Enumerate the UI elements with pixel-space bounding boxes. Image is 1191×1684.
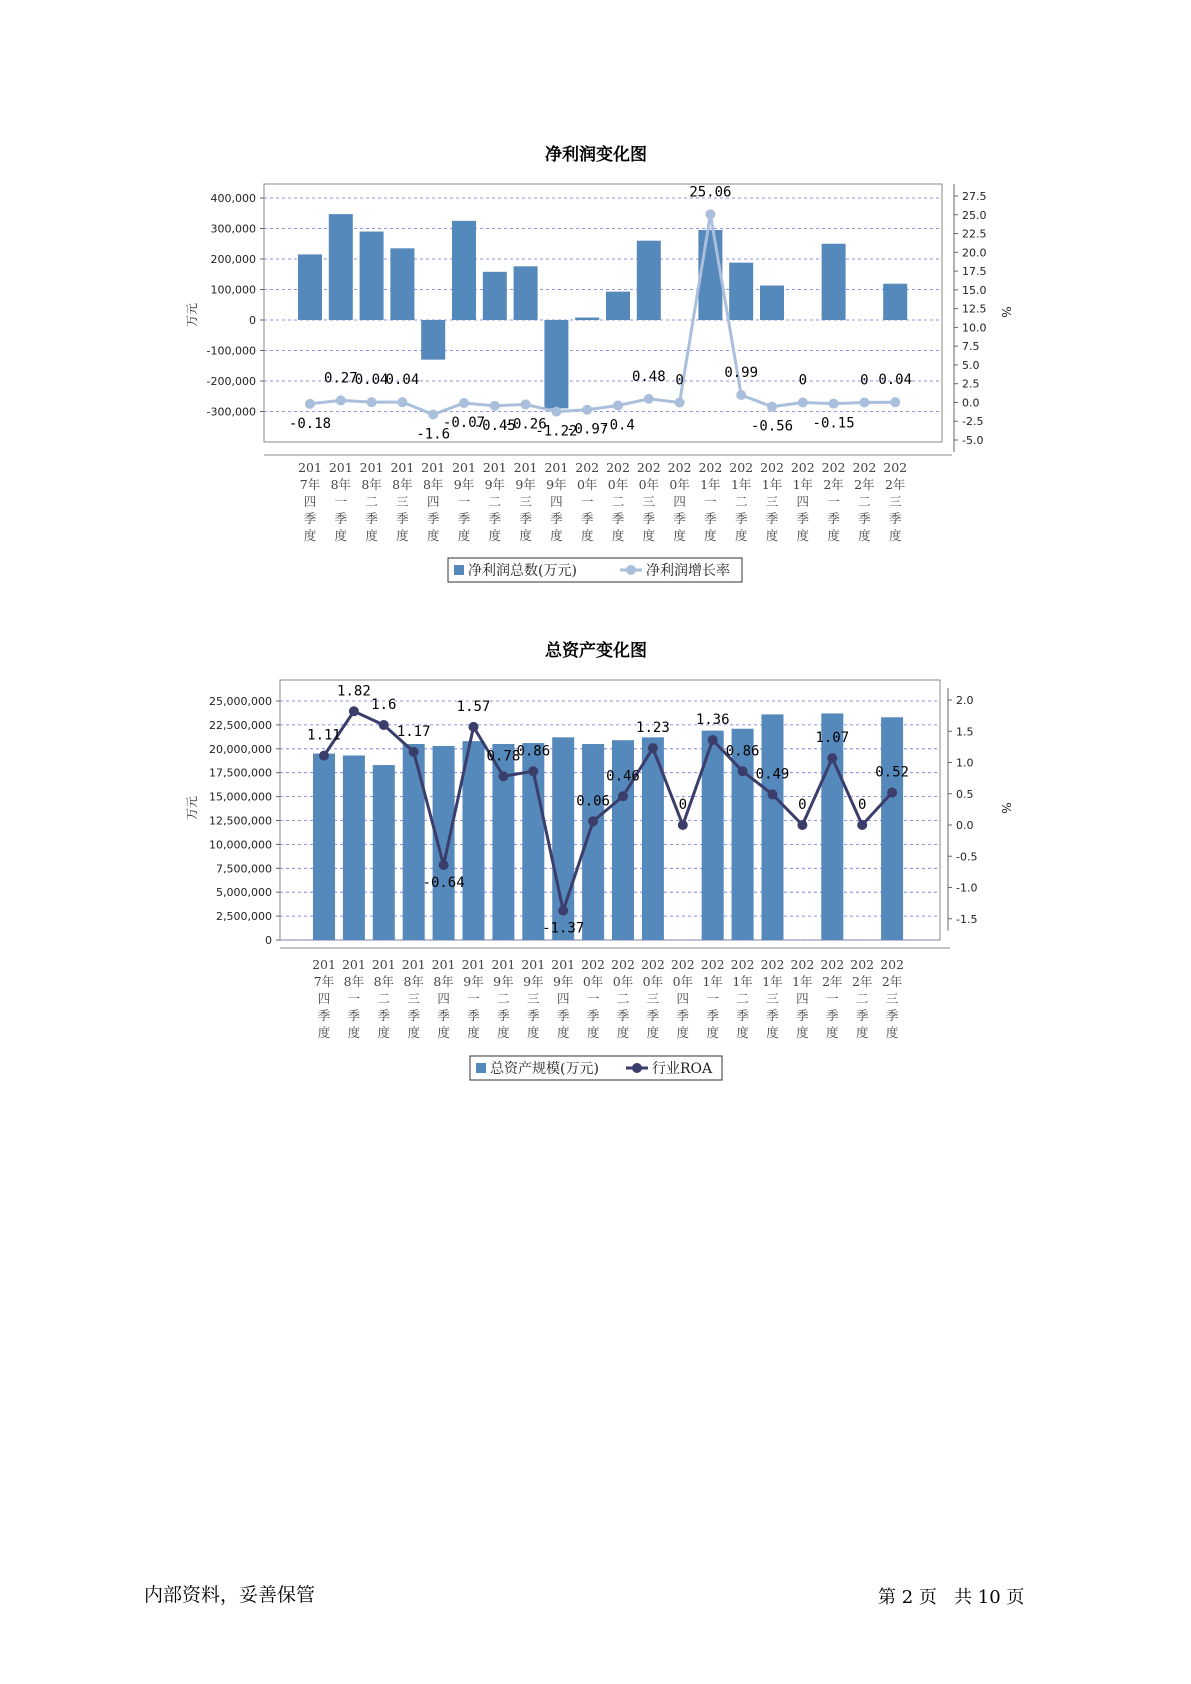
right-axis-tick-label: 22.5	[962, 227, 987, 241]
right-axis-tick-label: 27.5	[962, 190, 987, 203]
line-point	[768, 789, 778, 799]
legend-bar-label: 总资产规模(万元)	[490, 1061, 599, 1077]
bar	[313, 754, 335, 940]
x-tick-label: 202 1年四季度	[790, 957, 815, 1040]
x-tick-label: 202 0年四季度	[670, 957, 695, 1040]
data-label: 1.11	[307, 727, 341, 744]
right-axis-tick-label: 0.5	[956, 787, 974, 801]
line-point	[857, 820, 867, 830]
data-label: 0.86	[516, 743, 551, 760]
x-tick-label: 201 8年三季度	[390, 460, 415, 543]
left-axis-tick-label: 7,500,000	[216, 862, 272, 876]
left-axis-tick-label: -200,000	[206, 375, 256, 388]
data-label: 0	[678, 797, 688, 813]
x-tick-label: 202 2年一季度	[821, 460, 846, 543]
x-tick-label: 202 2年三季度	[883, 460, 908, 543]
chart-title: 总资产变化图	[545, 641, 647, 661]
right-axis-tick-label: 1.5	[956, 725, 974, 739]
right-axis-tick-label: 5.0	[962, 358, 980, 372]
data-label: -0.56	[750, 418, 794, 435]
x-tick-label: 202 1年四季度	[790, 460, 815, 543]
x-tick-label: 201 8年一季度	[341, 957, 366, 1040]
left-axis-tick-label: -100,000	[206, 344, 256, 358]
left-axis-tick-label: 0	[265, 934, 272, 947]
right-axis-tick-label: -1.0	[956, 881, 978, 895]
x-tick-label: 201 9年一季度	[452, 460, 476, 543]
right-axis-label: %	[999, 802, 1013, 814]
footer-page-number: 第 2 页 共 10 页	[878, 1587, 1025, 1608]
left-axis-tick-label: 12,500,000	[209, 814, 272, 828]
line-point	[708, 735, 718, 745]
right-axis-label: %	[999, 306, 1013, 318]
x-tick-label: 202 0年二季度	[606, 460, 630, 543]
line-point	[588, 816, 598, 826]
data-label: -0.26	[504, 416, 547, 433]
data-label: 0	[798, 372, 808, 389]
x-tick-label: 201 9年三季度	[521, 957, 546, 1040]
x-tick-label: 201 7年四季度	[312, 957, 336, 1040]
left-axis-tick-label: 22,500,000	[209, 718, 272, 732]
data-label: -1.22	[535, 423, 578, 440]
right-axis-tick-label: 17.5	[962, 265, 987, 279]
right-axis-tick-label: -5.0	[962, 434, 984, 447]
x-tick-label: 201 9年一季度	[461, 957, 486, 1040]
x-tick-label: 202 0年一季度	[575, 460, 600, 543]
right-axis-tick-label: 0.0	[956, 819, 974, 832]
x-tick-label: 202 2年二季度	[852, 460, 877, 543]
left-axis-tick-label: 400,000	[210, 192, 256, 205]
data-label: -0.07	[442, 414, 486, 431]
x-tick-label: 202 1年一季度	[698, 460, 723, 543]
data-label: 25.06	[689, 184, 732, 201]
left-axis-tick-label: 5,000,000	[216, 886, 272, 900]
data-label: -0.64	[422, 875, 465, 891]
bar	[373, 765, 395, 940]
right-axis-tick-label: 0.0	[962, 396, 980, 410]
x-tick-label: 202 0年二季度	[611, 957, 635, 1040]
data-label: 0.04	[878, 372, 913, 389]
data-label: 1.07	[815, 730, 850, 747]
data-label: -0.97	[566, 421, 609, 438]
x-tick-label: 202 1年二季度	[729, 460, 754, 543]
legend-line-label: 行业ROA	[652, 1061, 713, 1077]
x-tick-label: 202 2年三季度	[880, 957, 905, 1040]
line-point	[469, 722, 479, 732]
x-tick-label: 201 8年三季度	[401, 957, 426, 1040]
x-tick-label: 201 8年四季度	[421, 460, 446, 543]
right-axis-tick-label: 10.0	[962, 321, 987, 335]
data-label: -0.4	[601, 417, 635, 434]
line-point	[738, 766, 748, 776]
x-tick-label: 202 2年二季度	[850, 957, 875, 1040]
bar	[821, 713, 843, 940]
bar	[433, 746, 455, 940]
data-label: 1.6	[371, 697, 397, 713]
legend-bar-swatch	[476, 1063, 486, 1073]
line-point	[349, 706, 359, 716]
data-label: 1.17	[396, 723, 431, 740]
data-label: -1.6	[416, 426, 451, 443]
line-point	[319, 751, 329, 761]
data-label: 1.82	[337, 683, 371, 700]
left-axis-tick-label: 25,000,000	[209, 695, 272, 708]
data-label: 0.78	[486, 748, 521, 765]
right-axis-tick-label: 1.0	[956, 756, 974, 770]
left-axis-label: 万元	[185, 795, 199, 821]
data-label: -0.18	[288, 415, 332, 432]
left-axis-tick-label: 200,000	[210, 253, 256, 266]
bar	[343, 755, 365, 940]
left-axis-tick-label: 300,000	[210, 222, 256, 236]
data-label: 0.86	[725, 743, 760, 760]
line-point	[648, 743, 658, 753]
x-tick-label: 201 9年三季度	[513, 460, 538, 543]
right-axis-tick-label: 12.5	[962, 302, 987, 316]
left-axis-tick-label: 20,000,000	[209, 742, 272, 756]
x-tick-label: 201 8年二季度	[371, 957, 396, 1040]
legend	[470, 1056, 722, 1080]
left-axis-tick-label: 0	[249, 314, 256, 327]
line-point	[498, 771, 508, 781]
data-label: 0.06	[576, 793, 610, 810]
line-point	[797, 820, 807, 830]
legend-bar-label: 净利润总数(万元)	[468, 563, 577, 579]
bar	[762, 714, 784, 940]
right-axis-tick-label: -0.5	[956, 850, 978, 864]
data-label: 0.27	[323, 370, 358, 387]
x-tick-label: 202 1年三季度	[760, 957, 785, 1040]
x-tick-label: 201 9年二季度	[482, 460, 507, 543]
right-axis-tick-label: 20.0	[962, 246, 987, 260]
data-label: 1.57	[456, 698, 491, 715]
data-label: 1.36	[695, 712, 730, 728]
data-label: -0.45	[473, 417, 516, 434]
left-axis-label: 万元	[185, 302, 199, 328]
x-tick-label: 202 2年一季度	[820, 957, 845, 1040]
line-point	[678, 820, 688, 830]
x-tick-label: 201 9年四季度	[544, 460, 569, 543]
x-tick-label: 201 8年一季度	[328, 460, 353, 543]
line-point	[558, 906, 568, 916]
line-point	[409, 747, 419, 757]
data-label: 0.04	[385, 372, 420, 389]
left-axis-tick-label: 17,500,000	[209, 766, 272, 780]
data-label: 0.99	[724, 365, 759, 382]
data-label: 0.46	[606, 768, 640, 785]
x-tick-label: 202 1年一季度	[700, 957, 725, 1040]
data-label: 0	[860, 372, 869, 389]
right-axis-tick-label: -1.5	[956, 912, 978, 926]
left-axis-tick-label: 2,500,000	[216, 910, 272, 924]
data-label: 0.52	[875, 764, 909, 781]
x-tick-label: 201 8年二季度	[359, 460, 384, 543]
data-label: 0.48	[631, 368, 666, 385]
chart-title: 净利润变化图	[545, 145, 647, 165]
data-label: 0	[675, 372, 684, 389]
data-label: 0	[857, 797, 867, 813]
line-point	[379, 720, 389, 730]
right-axis-tick-label: 2.5	[962, 377, 980, 391]
x-tick-label: 201 8年四季度	[431, 957, 456, 1040]
right-axis-tick-label: 7.5	[962, 340, 980, 354]
legend-line-label: 净利润增长率	[646, 563, 730, 579]
line-point	[827, 753, 837, 763]
x-tick-label: 202 0年四季度	[667, 460, 692, 543]
left-axis-tick-label: 15,000,000	[209, 790, 272, 804]
x-tick-label: 202 1年二季度	[730, 957, 755, 1040]
x-tick-label: 202 1年三季度	[760, 460, 784, 543]
x-tick-label: 202 0年三季度	[640, 957, 665, 1040]
right-axis-tick-label: -2.5	[962, 415, 984, 429]
bar	[463, 741, 485, 940]
bar	[732, 729, 754, 940]
right-axis-tick-label: 15.0	[962, 283, 987, 297]
data-label: -0.15	[812, 415, 855, 432]
x-tick-label: 201 9年四季度	[551, 957, 576, 1040]
right-axis-tick-label: 25.0	[962, 208, 987, 222]
footer-confidential-note: 内部资料，妥善保管	[144, 1584, 316, 1606]
left-axis-tick-label: -300,000	[206, 405, 256, 419]
bar	[881, 717, 903, 940]
x-tick-label: 201 7年四季度	[298, 460, 322, 543]
data-label: -1.37	[542, 920, 585, 937]
x-tick-label: 202 0年三季度	[636, 460, 661, 543]
right-axis-tick-label: 2.0	[956, 694, 974, 707]
left-axis-tick-label: 10,000,000	[209, 838, 272, 852]
data-label: 0.49	[755, 766, 790, 783]
line-point	[439, 860, 449, 870]
x-tick-label: 202 0年一季度	[581, 957, 606, 1040]
x-tick-label: 201 9年二季度	[491, 957, 516, 1040]
data-label: 0	[798, 797, 807, 813]
data-label: 1.23	[636, 720, 670, 737]
left-axis-tick-label: 100,000	[210, 283, 256, 297]
bar	[403, 744, 425, 940]
line-point	[528, 766, 538, 776]
line-point	[887, 788, 897, 798]
line-point	[618, 791, 628, 801]
legend-line-marker	[632, 1063, 642, 1073]
data-label: 0.04	[354, 372, 389, 389]
